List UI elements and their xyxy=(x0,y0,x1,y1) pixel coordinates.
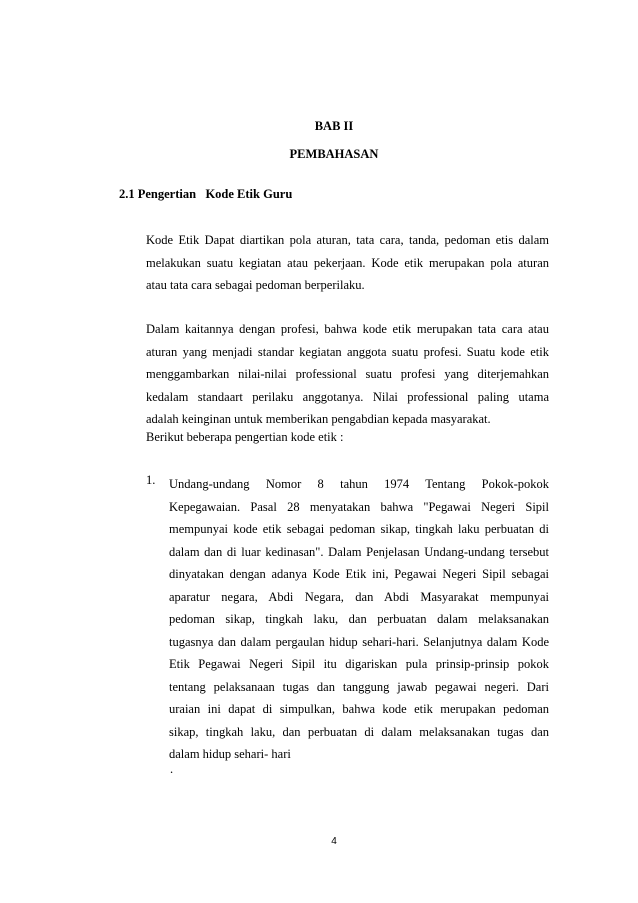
paragraph-line: adalah keinginan untuk memberikan pengabdian kepada masyarakat. xyxy=(146,412,491,426)
section-title: 2.1 Pengertian Kode Etik Guru xyxy=(119,187,293,201)
paragraph-line: atau tata cara sebagai pedoman berperilaku. xyxy=(146,278,365,292)
list-line: tugasnya dan dalam pergaulan hidup sehari-hari. Selanjutnya dalam Kode xyxy=(169,634,549,649)
list-line: Etik Pegawai Negeri Sipil itu digariskan pula prinsip-prinsip pokok xyxy=(169,657,549,671)
chapter-title: PEMBAHASAN xyxy=(289,147,379,161)
list-line: dinyatakan dengan adanya Kode Etik ini, Pegawai Negeri Sipil sebagai xyxy=(169,567,549,581)
list-line: uraian ini dapat di simpulkan, bahwa kode etik merupakan pedoman xyxy=(169,702,549,716)
paragraph-line: Kode Etik Dapat diartikan pola aturan, tata cara, tanda, pedoman etis dalam xyxy=(146,233,549,247)
list-line: dalam dan di luar kedinasan". Dalam Penjelasan Undang-undang tersebut xyxy=(169,544,549,559)
list-line: dalam hidup sehari- hari xyxy=(169,747,291,761)
trailing-dot: . xyxy=(170,762,174,776)
list-line: Undang-undang Nomor 8 tahun 1974 Tentang Pokok-pokok xyxy=(169,477,549,491)
paragraph-line: kedalam standaart perilaku anggotanya. Nilai professional paling utama xyxy=(146,389,549,404)
chapter-heading: BAB II xyxy=(314,119,354,133)
list-line: pedoman sikap, tingkah laku, dan perbuatan dalam melaksanakan xyxy=(169,612,549,626)
paragraph-profession xyxy=(146,318,549,431)
paragraph-line: melakukan suatu kegiatan atau pekerjaan. Kode etik merupakan pola aturan xyxy=(146,255,549,270)
list-line: mempunyai kode etik sebagai pedoman sikap, tingkah laku perbuatan di xyxy=(169,522,549,536)
list-line: aparatur negara, Abdi Negara, dan Abdi Masyarakat mempunyai xyxy=(169,589,549,604)
paragraph-line: Dalam kaitannya dengan profesi, bahwa kode etik merupakan tata cara atau xyxy=(146,322,549,336)
list-intro: Berikut beberapa pengertian kode etik : xyxy=(146,430,344,444)
list-line: sikap, tingkah laku, dan perbuatan di dalam melaksanakan tugas dan xyxy=(169,724,549,739)
list-line: tentang pelaksanaan tugas dan tanggung jawab pegawai negeri. Dari xyxy=(169,679,549,694)
paragraph-line: menggambarkan nilai-nilai professional suatu profesi yang diterjemahkan xyxy=(146,367,549,381)
paragraph-line: aturan yang menjadi standar kegiatan anggota suatu profesi. Suatu kode etik xyxy=(146,344,549,359)
page-number: 4 xyxy=(331,836,337,847)
paragraph-definition xyxy=(146,229,549,297)
list-item-number: 1. xyxy=(146,473,156,487)
list-item-body xyxy=(169,473,549,766)
list-line: Kepegawaian. Pasal 28 menyatakan bahwa "Pegawai Negeri Sipil xyxy=(169,499,549,514)
